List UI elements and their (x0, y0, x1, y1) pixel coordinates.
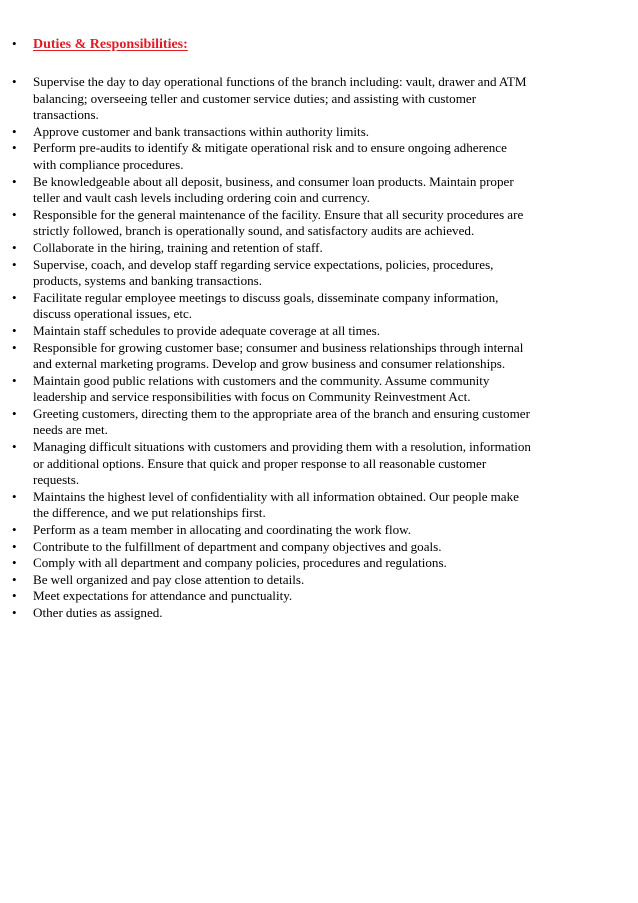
list-item (0, 124, 638, 141)
bullet-icon: • (12, 405, 17, 421)
list-item (0, 539, 638, 556)
list-item (0, 323, 638, 340)
duty-text: Maintains the highest level of confidentiality with all information obtained. Our people make the difference, and we put relationships first. (33, 488, 519, 521)
bullet-icon: • (12, 74, 17, 89)
duty-text: Facilitate regular employee meetings to discuss goals, disseminate company information, discuss operational issues, etc. (33, 289, 499, 322)
list-item (0, 555, 638, 572)
list-item (0, 340, 638, 373)
bullet-icon: • (12, 239, 17, 255)
duty-text: Maintain good public relations with customers and the community. Assume community leadership and service responsibilities with focus on Community Reinvestment Act. (33, 372, 490, 405)
duty-text: Be well organized and pay close attention to details. (33, 571, 305, 587)
bullet-icon: • (12, 588, 17, 604)
bullet-icon: • (12, 571, 17, 587)
section-heading-row (0, 36, 638, 56)
list-item (0, 588, 638, 605)
section-heading: Duties & Responsibilities: (33, 37, 188, 52)
bullet-icon: • (12, 488, 17, 504)
duty-text: Supervise the day to day operational functions of the branch including: vault, drawer and ATM balancing; overseeing teller and customer service duties; and assisting with customer transactions. (33, 74, 527, 123)
bullet-icon: • (12, 439, 17, 455)
list-item (0, 257, 638, 290)
list-item (0, 572, 638, 589)
duty-text: Collaborate in the hiring, training and retention of staff. (33, 239, 323, 255)
duty-text: Greeting customers, directing them to the appropriate area of the branch and ensuring customer needs are met. (33, 405, 530, 438)
duty-text: Approve customer and bank transactions within authority limits. (33, 123, 370, 139)
duty-text: Perform as a team member in allocating and coordinating the work flow. (33, 522, 412, 538)
list-item (0, 605, 638, 622)
duties-list (0, 74, 638, 622)
list-item (0, 522, 638, 539)
bullet-icon: • (12, 36, 17, 51)
duty-text: Maintain staff schedules to provide adequate coverage at all times. (33, 322, 381, 338)
bullet-icon: • (12, 256, 17, 272)
duty-text: Supervise, coach, and develop staff regarding service expectations, policies, procedures, products, systems and banking transactions. (33, 256, 494, 289)
duty-text: Responsible for growing customer base; consumer and business relationships through internal and external marketing programs. Develop and grow business and consumer relationships. (33, 339, 524, 372)
bullet-icon: • (12, 605, 17, 620)
bullet-icon: • (12, 289, 17, 305)
bullet-icon: • (12, 173, 17, 189)
bullet-icon: • (12, 206, 17, 222)
duty-text: Meet expectations for attendance and punctuality. (33, 588, 293, 604)
list-item (0, 373, 638, 406)
bullet-icon: • (12, 140, 17, 156)
duty-text: Managing difficult situations with customers and providing them with a resolution, information or additional options. Ensure that quick and proper response to all reasonable customer requests. (33, 439, 531, 488)
bullet-icon: • (12, 522, 17, 538)
duty-text: Other duties as assigned. (33, 605, 163, 620)
list-item (0, 207, 638, 240)
list-item (0, 140, 638, 173)
duty-text: Comply with all department and company policies, procedures and regulations. (33, 555, 447, 571)
list-item (0, 406, 638, 439)
list-item (0, 439, 638, 489)
list-item (0, 174, 638, 207)
list-item (0, 489, 638, 522)
duty-text: Contribute to the fulfillment of department and company objectives and goals. (33, 538, 442, 554)
duty-text: Responsible for the general maintenance of the facility. Ensure that all security procedures are strictly followed, branch is operationally sound, and satisfactory audits are achieved. (33, 206, 524, 239)
list-item (0, 290, 638, 323)
list-item (0, 74, 638, 124)
bullet-icon: • (12, 538, 17, 554)
bullet-icon: • (12, 555, 17, 571)
bullet-icon: • (12, 322, 17, 338)
bullet-icon: • (12, 339, 17, 355)
list-item (0, 240, 638, 257)
duty-text: Perform pre-audits to identify & mitigate operational risk and to ensure ongoing adherence with compliance procedures. (33, 140, 507, 172)
duty-text: Be knowledgeable about all deposit, business, and consumer loan products. Maintain proper teller and vault cash levels including ordering coin and currency. (33, 173, 514, 206)
bullet-icon: • (12, 123, 17, 139)
bullet-icon: • (12, 372, 17, 388)
